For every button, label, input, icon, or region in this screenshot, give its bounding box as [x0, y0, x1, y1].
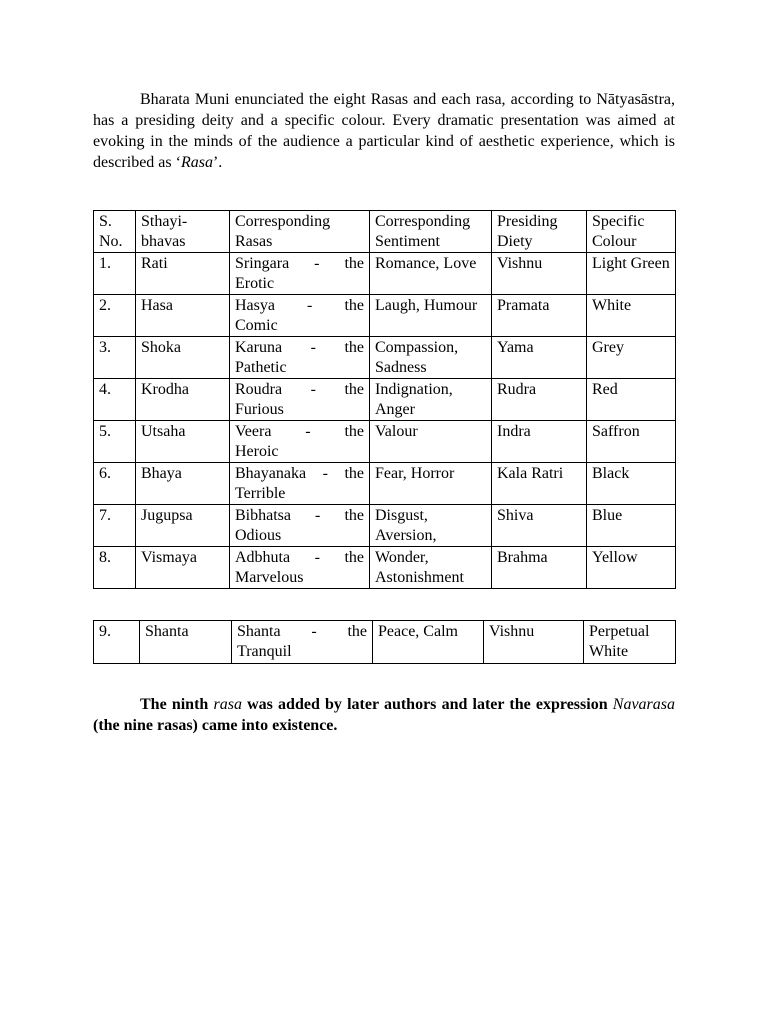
- cell-sno: 2.: [94, 295, 136, 337]
- cell-sentiment: Valour: [370, 421, 492, 463]
- outro-paragraph: [93, 694, 675, 736]
- cell-sentiment: Wonder, Astonishment: [370, 547, 492, 589]
- cell-rasa-line1: Veera - the: [235, 423, 364, 440]
- cell-sthayi: Jugupsa: [136, 505, 230, 547]
- cell-deity: Yama: [492, 337, 587, 379]
- cell-deity: Kala Ratri: [492, 463, 587, 505]
- table-row: [94, 295, 676, 337]
- cell-sno: 6.: [94, 463, 136, 505]
- header-presiding-deity: Presiding Diety: [492, 211, 587, 253]
- intro-paragraph: [93, 89, 675, 173]
- header-sno: S. No.: [94, 211, 136, 253]
- intro-term-rasa: Rasa: [180, 154, 213, 171]
- cell-colour: Black: [587, 463, 676, 505]
- cell-colour: Yellow: [587, 547, 676, 589]
- cell-sthayi: Shanta: [140, 621, 232, 664]
- cell-rasa-line2: Odious: [235, 527, 282, 544]
- cell-deity: Shiva: [492, 505, 587, 547]
- cell-rasa-line2: Terrible: [235, 485, 286, 502]
- table-row: [94, 379, 676, 421]
- cell-sno: 3.: [94, 337, 136, 379]
- cell-sno: 9.: [94, 621, 140, 664]
- cell-rasa-line1: Hasya - the: [235, 297, 364, 314]
- cell-rasa: [230, 253, 370, 295]
- cell-rasa: [230, 379, 370, 421]
- cell-sentiment: Disgust, Aversion,: [370, 505, 492, 547]
- cell-sthayi: Vismaya: [136, 547, 230, 589]
- cell-rasa-line2: Tranquil: [237, 643, 292, 660]
- table-row: [94, 421, 676, 463]
- cell-deity: Pramata: [492, 295, 587, 337]
- cell-rasa-line1: Karuna - the: [235, 339, 364, 356]
- cell-sentiment: Peace, Calm: [373, 621, 484, 664]
- cell-sno: 5.: [94, 421, 136, 463]
- cell-sno: 1.: [94, 253, 136, 295]
- cell-rasa: [232, 621, 373, 664]
- cell-sentiment: Indignation, Anger: [370, 379, 492, 421]
- cell-rasa-line1: Sringara - the: [235, 255, 364, 272]
- cell-sthayi: Hasa: [136, 295, 230, 337]
- cell-rasa-line1: Roudra - the: [235, 381, 364, 398]
- ninth-rasa-table: [93, 620, 676, 664]
- cell-deity: Vishnu: [492, 253, 587, 295]
- outro-part1: The ninth: [140, 696, 214, 713]
- cell-rasa-line2: Pathetic: [235, 359, 287, 376]
- cell-colour: Saffron: [587, 421, 676, 463]
- cell-colour: Blue: [587, 505, 676, 547]
- header-corresponding-rasas: Corresponding Rasas: [230, 211, 370, 253]
- cell-colour: Red: [587, 379, 676, 421]
- cell-deity: Rudra: [492, 379, 587, 421]
- cell-colour: Grey: [587, 337, 676, 379]
- table-row: [94, 337, 676, 379]
- cell-rasa: [230, 463, 370, 505]
- cell-sentiment: Fear, Horror: [370, 463, 492, 505]
- cell-sentiment: Compassion, Sadness: [370, 337, 492, 379]
- cell-colour: White: [587, 295, 676, 337]
- cell-deity: Brahma: [492, 547, 587, 589]
- header-sthayi-bhavas: Sthayi-bhavas: [136, 211, 230, 253]
- cell-rasa: [230, 295, 370, 337]
- cell-rasa-line1: Shanta - the: [237, 623, 367, 640]
- outro-term-rasa: rasa: [213, 696, 242, 713]
- cell-sno: 8.: [94, 547, 136, 589]
- cell-rasa-line2: Marvelous: [235, 569, 304, 586]
- intro-end: ’.: [212, 154, 223, 171]
- outro-part3: (the nine rasas) came into existence.: [93, 717, 338, 734]
- cell-sthayi: Utsaha: [136, 421, 230, 463]
- cell-rasa-line2: Erotic: [235, 275, 275, 292]
- cell-sentiment: Laugh, Humour: [370, 295, 492, 337]
- cell-rasa: [230, 337, 370, 379]
- cell-rasa-line1: Bhayanaka - the: [235, 465, 364, 482]
- cell-colour: Light Green: [587, 253, 676, 295]
- cell-sthayi: Bhaya: [136, 463, 230, 505]
- cell-sentiment: Romance, Love: [370, 253, 492, 295]
- cell-sthayi: Shoka: [136, 337, 230, 379]
- table-row: [94, 505, 676, 547]
- cell-rasa-line2: Heroic: [235, 443, 279, 460]
- table-row: [94, 547, 676, 589]
- rasa-table: [93, 210, 676, 589]
- cell-sno: 4.: [94, 379, 136, 421]
- table-header-row: [94, 211, 676, 253]
- cell-rasa-line2: Furious: [235, 401, 284, 418]
- cell-rasa: [230, 505, 370, 547]
- cell-sthayi: Krodha: [136, 379, 230, 421]
- cell-deity: Vishnu: [484, 621, 584, 664]
- outro-term-navarasa: Navarasa: [612, 696, 676, 713]
- outro-part2: was added by later authors and later the expression: [241, 696, 613, 713]
- cell-rasa-line1: Bibhatsa - the: [235, 507, 364, 524]
- cell-rasa-line1: Adbhuta - the: [235, 549, 364, 566]
- cell-sno: 7.: [94, 505, 136, 547]
- table-row: [94, 253, 676, 295]
- cell-rasa: [230, 547, 370, 589]
- table-row-ninth: [94, 621, 676, 664]
- intro-text: Bharata Muni enunciated the eight Rasas and each rasa, according to Nātyasāstra, has a presiding deity and a specific colour. Every dramatic presentation was aimed at evoking in the minds of the audience a particular kind of aesthetic experience, which is described as ‘: [93, 91, 675, 171]
- cell-rasa-line2: Comic: [235, 317, 278, 334]
- cell-rasa: [230, 421, 370, 463]
- cell-deity: Indra: [492, 421, 587, 463]
- header-corresponding-sentiment: Corresponding Sentiment: [370, 211, 492, 253]
- cell-sthayi: Rati: [136, 253, 230, 295]
- header-specific-colour: Specific Colour: [587, 211, 676, 253]
- table-row: [94, 463, 676, 505]
- cell-colour: Perpetual White: [584, 621, 676, 664]
